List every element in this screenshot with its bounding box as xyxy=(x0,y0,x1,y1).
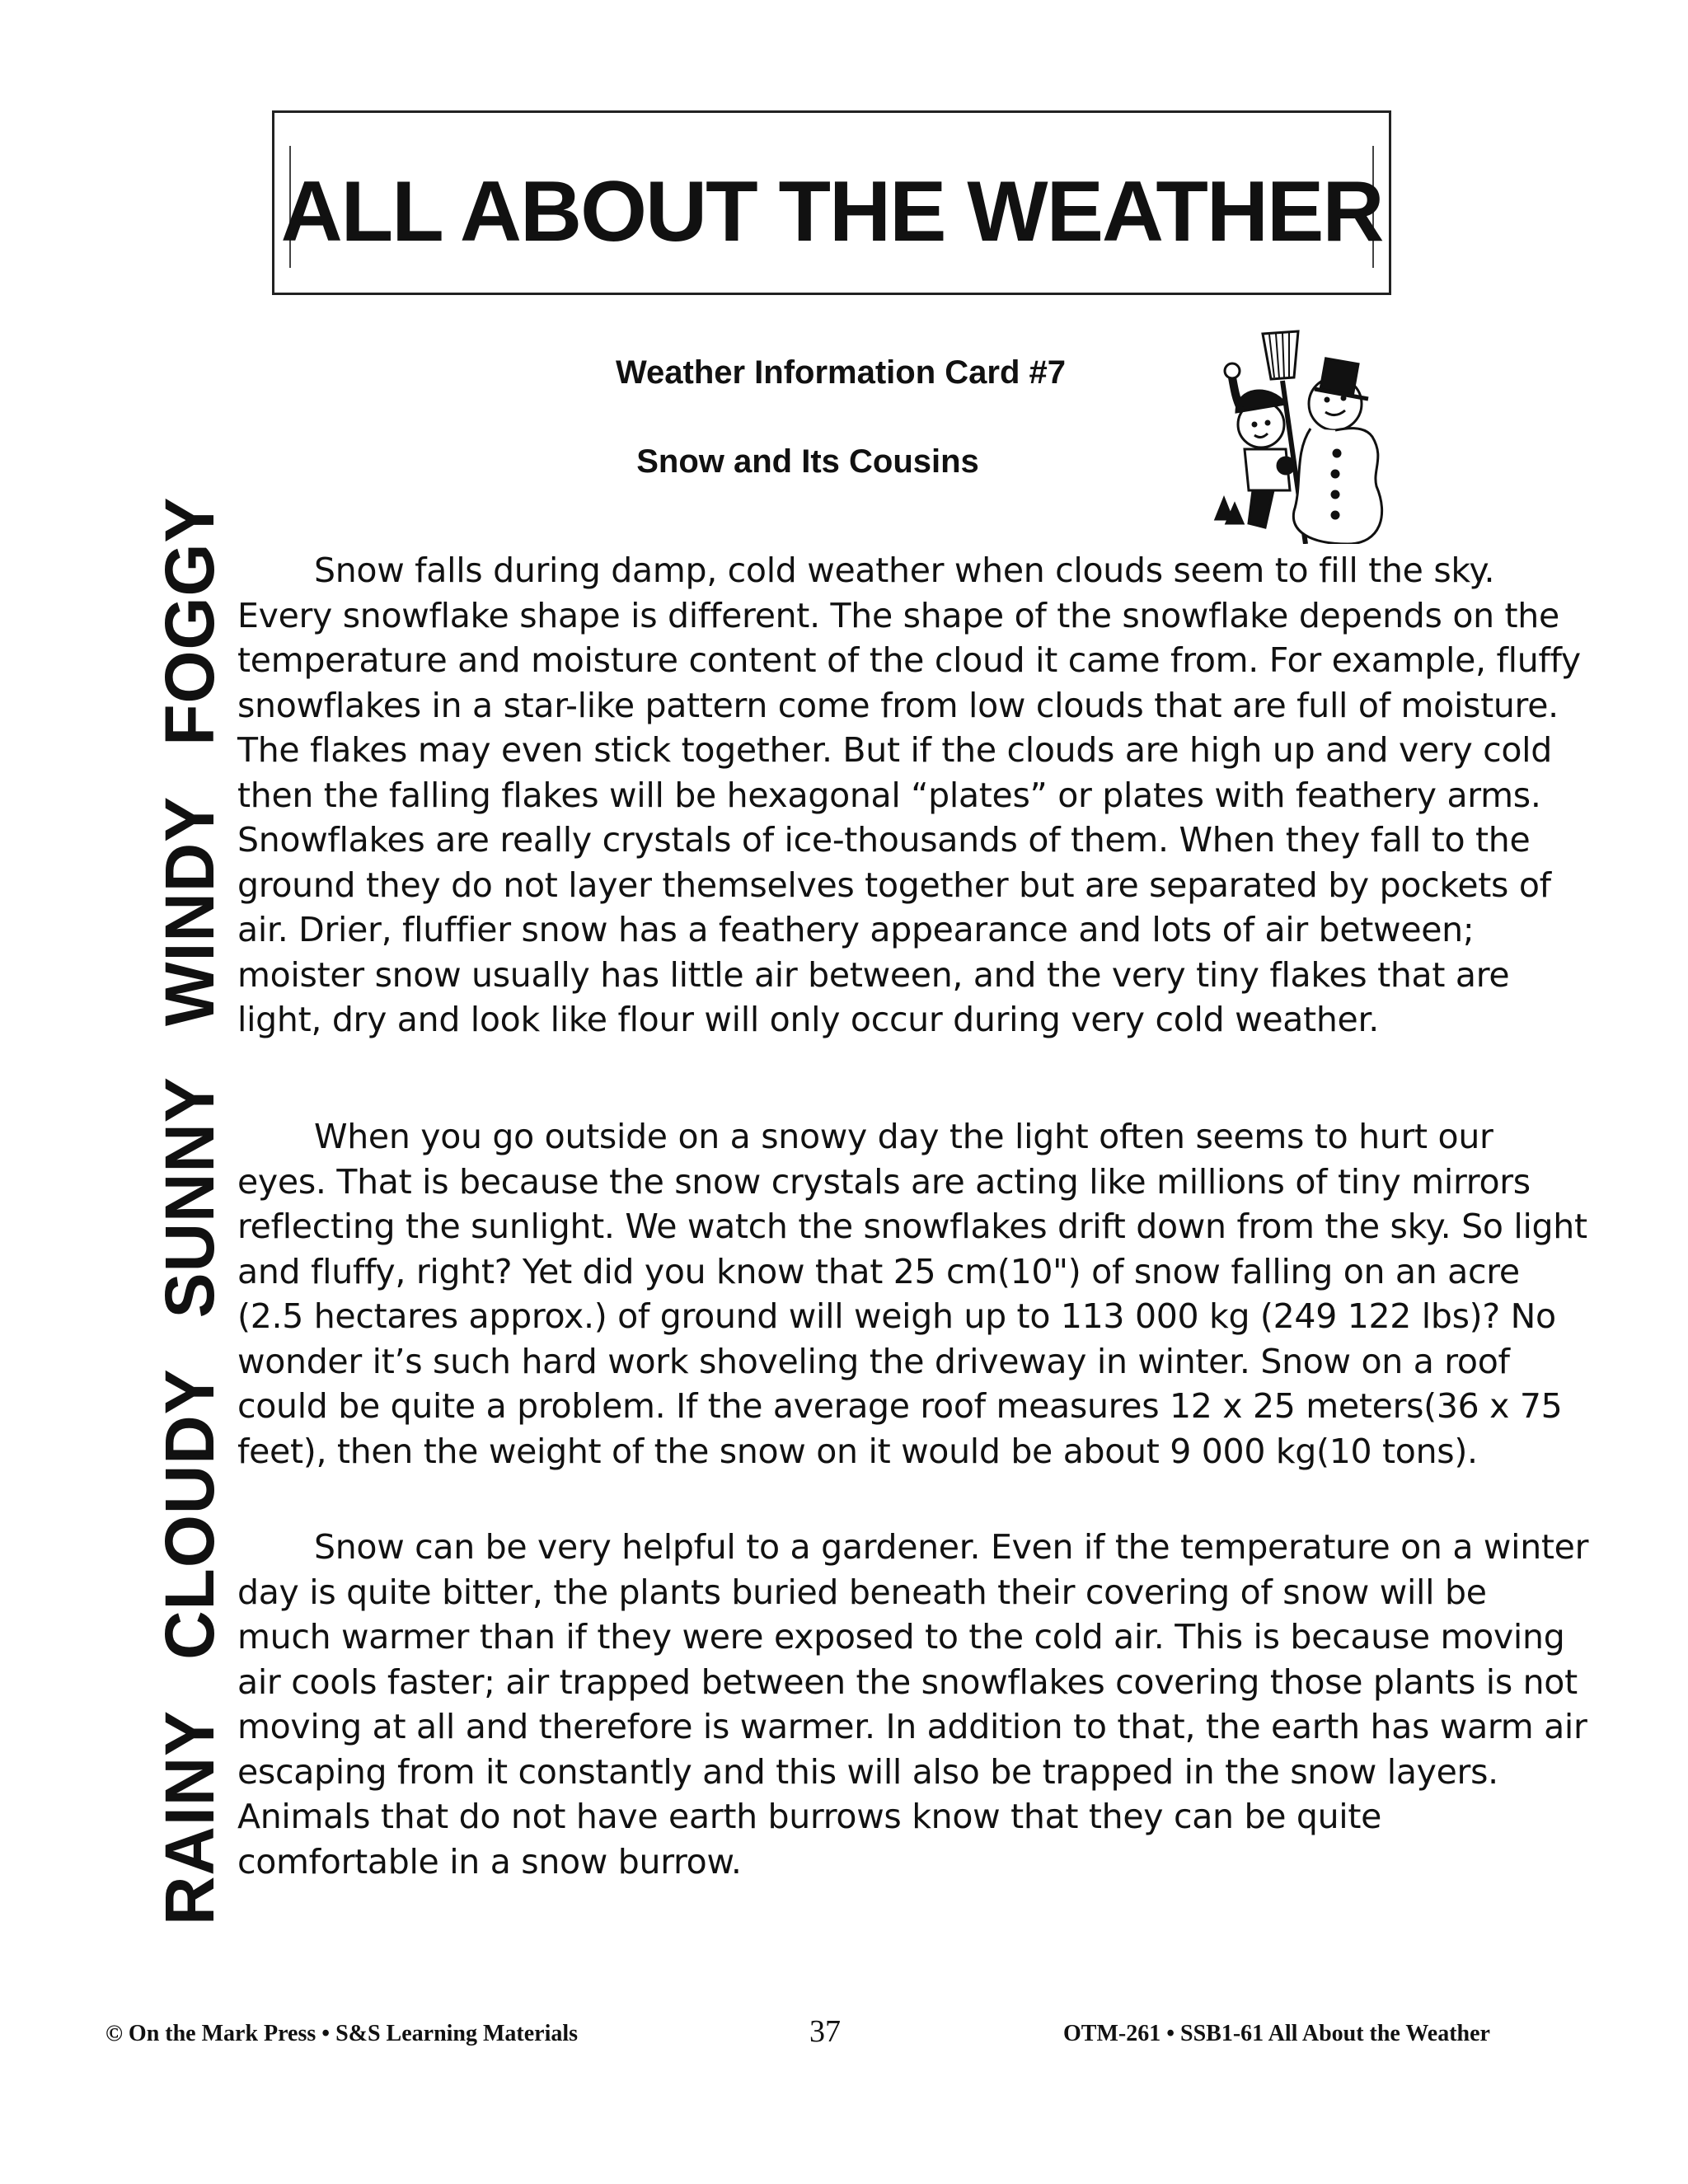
page-number: 37 xyxy=(809,2014,841,2049)
card-subtitle: Snow and Its Cousins xyxy=(636,443,979,480)
paragraph-3 xyxy=(237,1525,1589,1884)
paragraph-1 xyxy=(237,548,1589,1043)
sidebar-word-rainy: RAINY xyxy=(151,1709,228,1925)
paragraph-2-text: When you go outside on a snowy day the light often seems to hurt our eyes. That is because the snow crystals are acting like millions of tiny mirrors reflecting the sunlight. We watch the snowflakes drift down from the sky. So light and fluffy, right? Yet did you know that 25 cm(10") of snow falling on an acre (2.5 hectares approx.) of ground will weigh up to 113 000 kg (249 122 lbs)? No wonder it’s such hard work shoveling the driveway in winter. Snow on a roof could be quite a problem. If the average roof measures 12 x 25 meters(36 x 75 feet), then the weight of the snow on it would be about 9 000 kg(10 tons). xyxy=(237,1117,1587,1471)
title-box xyxy=(272,110,1391,295)
sidebar-word-foggy: FOGGY xyxy=(151,496,228,746)
paragraph-2 xyxy=(237,1114,1589,1474)
weather-words-sidebar xyxy=(151,330,228,1925)
footer-publisher: © On the Mark Press • S&S Learning Materials xyxy=(106,2021,579,2046)
snowman-illustration-icon xyxy=(1212,313,1389,544)
page-title: ALL ABOUT THE WEATHER xyxy=(280,164,1383,260)
footer-product-code: OTM-261 • SSB1-61 All About the Weather xyxy=(1063,2021,1490,2046)
card-heading: Weather Information Card #7 xyxy=(615,354,1067,391)
sidebar-word-cloudy: CLOUDY xyxy=(151,1368,228,1660)
paragraph-3-text: Snow can be very helpful to a gardener. Even if the temperature on a winter day is quite bitter, the plants buried beneath their covering of snow will be much warmer than if they were exposed to the cold air. This is because moving air cools faster; air trapped between the snowflakes covering those plants is not moving at all and therefore is warmer. In addition to that, the earth has warm air escaping from it constantly and this will also be trapped in the snow layers. Animals that do not have earth burrows know that they can be quite comfortable in a snow burrow. xyxy=(237,1527,1589,1882)
sidebar-word-windy: WINDY xyxy=(151,795,228,1027)
paragraph-1-text: Snow falls during damp, cold weather when clouds seem to fill the sky. Every snowflake shape is different. The shape of the snowflake depends on the temperature and moisture content of the cloud it came from. For example, fluffy snowflakes in a star-like pattern come from low clouds that are full of moisture. The flakes may even stick together. But if the clouds are high up and very cold then the falling flakes will be hexagonal “plates” or plates with feathery arms. Snowflakes are really crystals of ice-thousands of them. When they fall to the ground they do not layer themselves together but are separated by pockets of air. Drier, fluffier snow has a feathery appearance and lots of air between; moister snow usually has little air between, and the very tiny flakes that are light, dry and look like flour will only occur during very cold weather. xyxy=(237,551,1581,1039)
sidebar-word-sunny: SUNNY xyxy=(151,1076,228,1319)
